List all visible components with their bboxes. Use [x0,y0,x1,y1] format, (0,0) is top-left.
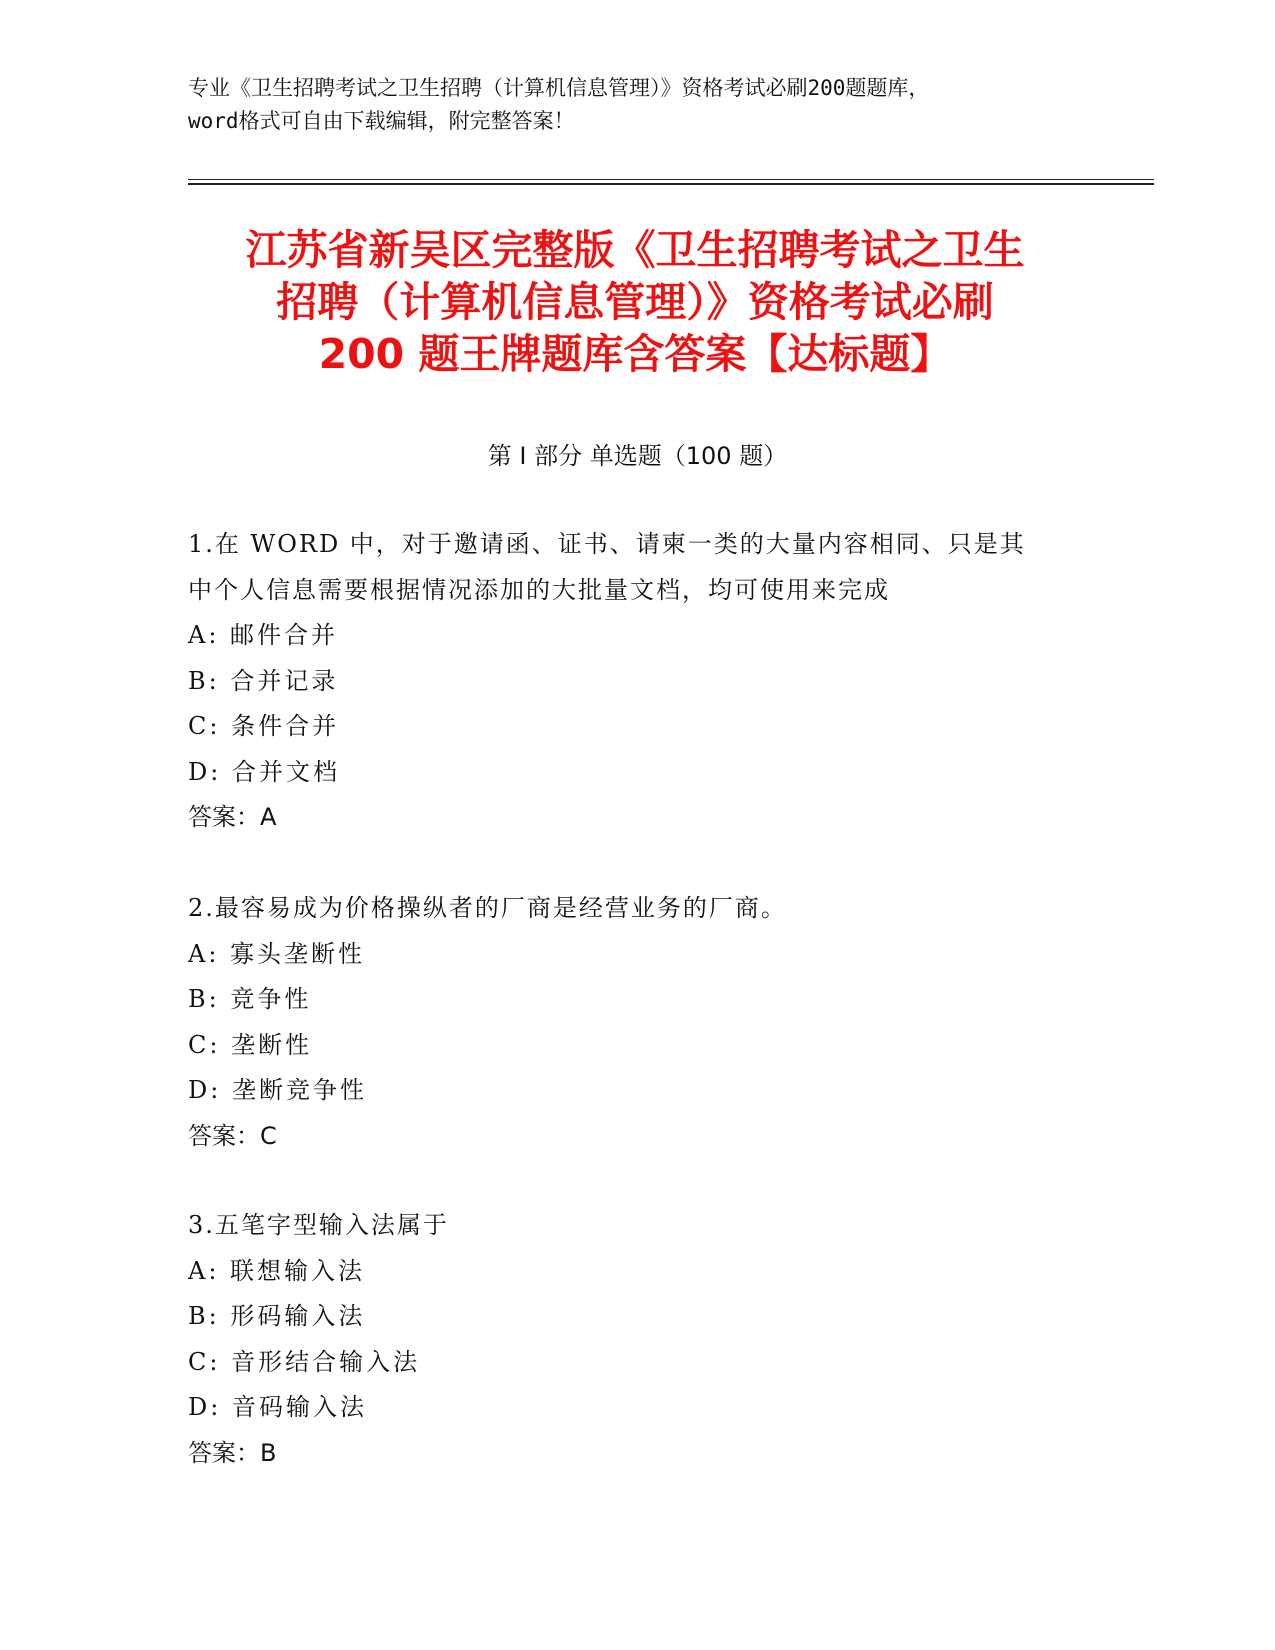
answer: 答案：A [188,803,277,831]
option-b: B: 合并记录 [188,666,339,695]
option-d: D: 合并文档 [188,757,340,786]
title-line-1: 江苏省新吴区完整版《卫生招聘考试之卫生 [245,226,1025,274]
option-a: A: 邮件合并 [188,621,339,649]
option-c: C: 音形结合输入法 [188,1347,421,1376]
section-heading: 第 I 部分 单选题（100 题） [487,442,788,470]
question-stem: 3.五笔字型输入法属于 [188,1211,449,1239]
option-b: B: 竞争性 [188,985,312,1013]
header-note-line-1: 专业《卫生招聘考试之卫生招聘（计算机信息管理）》资格考试必刷200题题库， [188,76,930,100]
option-c: C: 条件合并 [188,712,340,740]
answer: 答案：C [188,1121,277,1150]
option-a: A: 联想输入法 [188,1256,366,1285]
header-note [188,72,1088,138]
title-line-2: 招聘（计算机信息管理）》资格考试必刷 [276,278,994,326]
question-stem: 2.最容易成为价格操纵者的厂商是经营业务的厂商。 [188,894,787,922]
question-block [188,1203,1088,1476]
document-title [160,224,1110,380]
question-stem: 中个人信息需要根据情况添加的大批量文档，均可使用来完成 [188,575,890,604]
question-stem: 1.在 WORD 中，对于邀请函、证书、请柬一类的大量内容相同、只是其 [188,530,1026,558]
title-line-3: 200 题王牌题库含答案【达标题】 [318,330,952,378]
answer: 答案：B [188,1438,277,1467]
question-block [188,522,1088,841]
header-divider-thin [188,179,1154,180]
option-c: C: 垄断性 [188,1030,313,1059]
option-d: D: 垄断竞争性 [188,1076,367,1104]
option-d: D: 音码输入法 [188,1393,367,1421]
header-note-line-2: word格式可自由下载编辑，附完整答案！ [188,109,575,133]
question-block [188,886,1088,1159]
header-divider-thick [188,183,1154,185]
option-b: B: 形码输入法 [188,1302,366,1330]
option-a: A: 寡头垄断性 [188,939,366,968]
